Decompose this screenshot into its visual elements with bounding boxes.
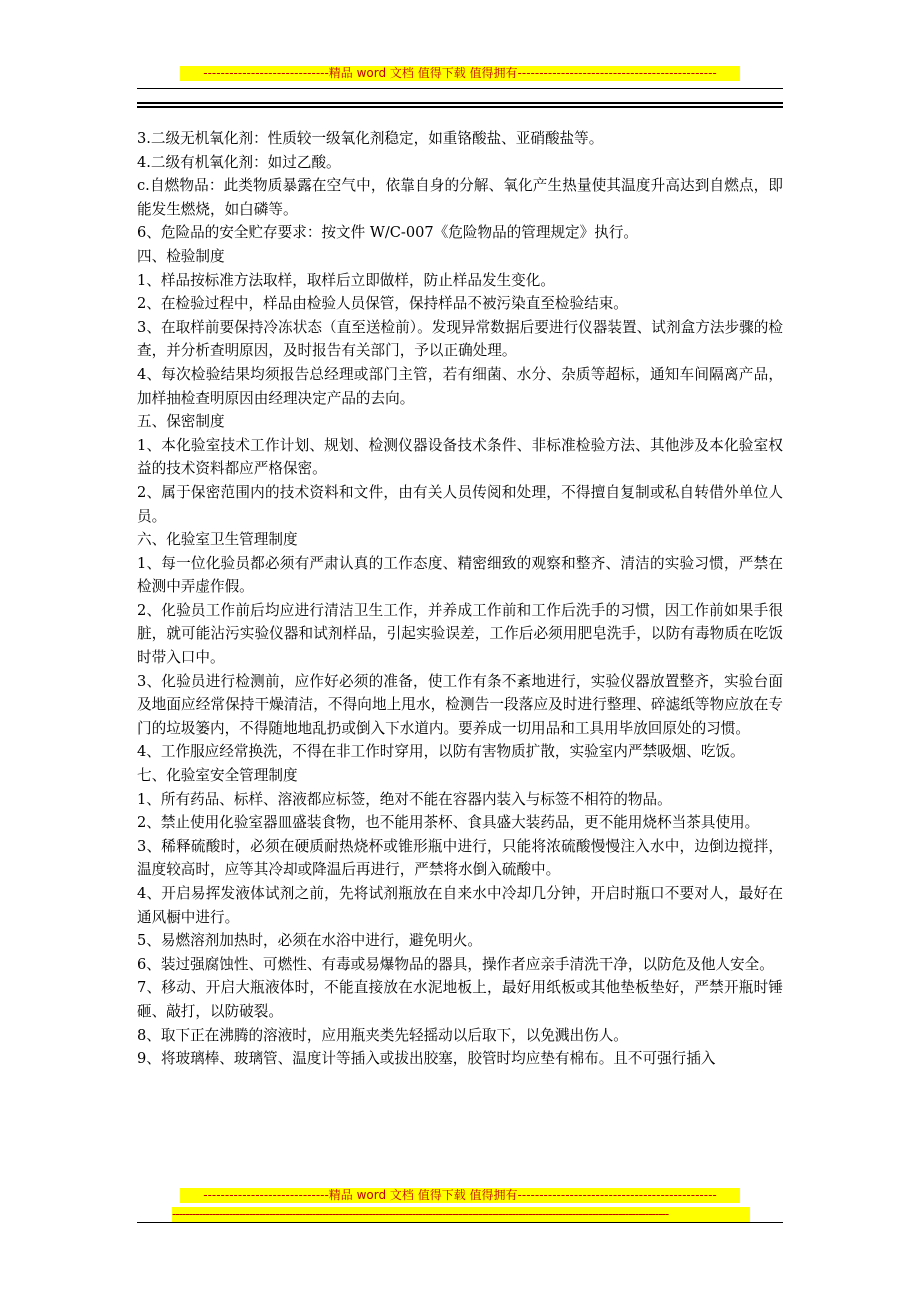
paragraph: 2、在检验过程中，样品由检验人员保管，保持样品不被污染直至检验结束。 [137,295,628,313]
paragraph: 2、化验员工作前后均应进行清洁卫生工作，并养成工作前和工作后洗手的习惯，因工作前如果手很脏，就可能沾污实验仪器和试剂样品，引起实验误差，工作后必须用肥皂洗手，以防有毒物质在吃饭时带入口中。 [137,601,783,667]
paragraph: 3.二级无机氧化剂：性质较一级氧化剂稳定，如重铬酸盐、亚硝酸盐等。 [137,130,604,147]
paragraph: 2、禁止使用化验室器皿盛装食物，也不能用茶杯、食具盛大装药品，更不能用烧杯当茶具使用。 [137,814,760,832]
paragraph: 8、取下正在沸腾的溶液时，应用瓶夹类先轻摇动以后取下，以免溅出伤人。 [137,1026,628,1044]
paragraph: 1、本化验室技术工作计划、规划、检测仪器设备技术条件、非标准检验方法、其他涉及本化验室权益的技术资料都应严格保密。 [137,436,783,478]
paragraph: 5、易燃溶剂加热时，必须在水浴中进行，避免明火。 [137,932,482,950]
paragraph: 3、稀释硫酸时，必须在硬质耐热烧杯或锥形瓶中进行，只能将浓硫酸慢慢注入水中，边倒边搅拌，温度较高时，应等其冷却或降温后再进行，严禁将水倒入硫酸中。 [137,837,783,879]
section-heading: 六、化验室卫生管理制度 [137,531,298,549]
header-banner: -----------------------------精品 word 文档 值得下载 值得拥有---------------------------------------------- [180,66,740,81]
paragraph: 3、在取样前要保持冷冻状态（直至送检前）。发现异常数据后要进行仪器装置、试剂盒方法步骤的检查，并分析查明原因，及时报告有关部门，予以正确处理。 [137,318,783,360]
section-heading: 四、检验制度 [137,247,225,265]
paragraph: 6、装过强腐蚀性、可燃性、有毒或易爆物品的器具，操作者应亲手清洗干净，以防危及他人安全。 [137,955,774,973]
footer-rule [137,1222,783,1223]
paragraph: 4、每次检验结果均须报告总经理或部门主管，若有细菌、水分、杂质等超标，通知车间隔离产品，加样抽检查明原因由经理决定产品的去向。 [137,365,783,407]
header-rule-thick-2 [137,106,783,108]
paragraph: 2、属于保密范围内的技术资料和文件，由有关人员传阅和处理，不得擅自复制或私自转借外单位人员。 [137,483,783,525]
paragraph: 6、危险品的安全贮存要求：按文件 W/C-007《危险物品的管理规定》执行。 [137,224,639,242]
paragraph: 7、移动、开启大瓶液体时，不能直接放在水泥地板上，最好用纸板或其他垫板垫好，严禁开瓶时锤砸、敲打，以防破裂。 [137,979,783,1020]
paragraph: 4、开启易挥发液体试剂之前，先将试剂瓶放在自来水中冷却几分钟，开启时瓶口不要对人，最好在通风橱中进行。 [137,885,783,926]
section-heading: 七、化验室安全管理制度 [137,767,298,785]
section-heading: 五、保密制度 [137,413,225,431]
paragraph: 4.二级有机氧化剂：如过乙酸。 [137,153,341,171]
footer-dash-line: ----------------------------------------------------------------------------------------------------------------------------------------------------- [172,1207,750,1222]
paragraph: 4、工作服应经常换洗，不得在非工作时穿用，以防有害物质扩散，实验室内严禁吸烟、吃饭。 [137,743,745,761]
paragraph: 1、每一位化验员都必须有严肃认真的工作态度、精密细致的观察和整齐、清洁的实验习惯，严禁在检测中弄虚作假。 [137,554,783,596]
paragraph: 9、将玻璃棒、玻璃管、温度计等插入或拔出胶塞，胶管时均应垫有棉布。且不可强行插入 [137,1050,716,1068]
paragraph: 1、样品按标准方法取样，取样后立即做样，防止样品发生变化。 [137,271,555,289]
paragraph: 1、所有药品、标样、溶液都应标签，绝对不能在容器内装入与标签不相符的物品。 [137,790,672,808]
header-rule-thick-1 [137,102,783,104]
paragraph: 3、化验员进行检测前，应作好必须的准备，使工作有条不紊地进行，实验仪器放置整齐，实验台面及地面应经常保持干燥清洁，不得向地上甩水，检测告一段落应及时进行整理、碎滤纸等物应放在专门的垃圾篓内，不得随地地乱扔或倒入下水道内。要养成一切用品和工具用毕放回原处的习惯。 [137,672,783,737]
document-body [137,127,783,1071]
paragraph: c.自燃物品：此类物质暴露在空气中，依靠自身的分解、氧化产生热量使其温度升高达到自燃点，即能发生燃烧，如白磷等。 [137,177,783,218]
header-rule-thin [137,88,783,89]
footer-banner: -----------------------------精品 word 文档 值得下载 值得拥有---------------------------------------------- [180,1188,740,1203]
